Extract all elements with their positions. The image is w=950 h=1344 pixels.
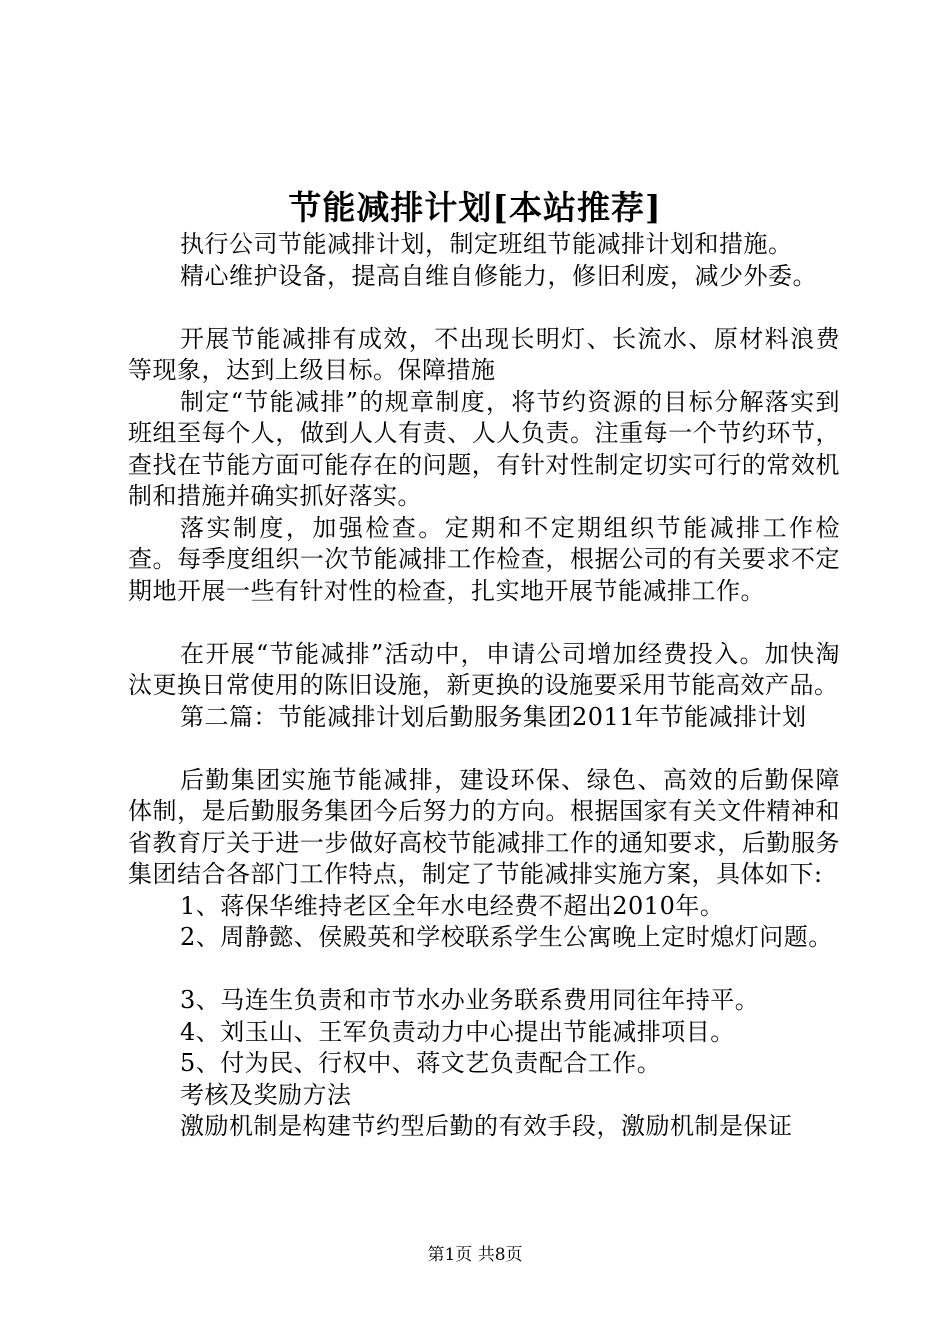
list-item: 4、刘玉山、王军负责动力中心提出节能减排项目。 [180,1017,735,1046]
page-footer: 第1页 共8页 [427,1245,523,1265]
list-item: 3、马连生负责和市节水办业务联系费用同往年持平。 [180,986,760,1014]
subheading: 考核及奖励方法 [180,1080,352,1109]
paragraph: 开展节能减排有成效，不出现长明灯、长流水、原材料浪费等现象，达到上级目标。保障措施 [128,324,840,384]
document-body [128,229,840,1143]
section-heading: 第二篇：节能减排计划后勤服务集团2011年节能减排计划 [180,702,807,731]
list-item: 5、付为民、行权中、蒋文艺负责配合工作。 [180,1049,662,1077]
list-item: 1、蒋保华维持老区全年水电经费不超出2010年。 [180,891,725,920]
document-title: 节能减排计划[本站推荐] [288,188,662,227]
paragraph: 后勤集团实施节能减排，建设环保、绿色、高效的后勤保障体制，是后勤服务集团今后努力的方向。根据国家有关文件精神和省教育厅关于进一步做好高校节能减排工作的通知要求，后勤服务集团结合各部门工作特点，制定了节能减排实施方案，具体如下: [128,765,840,888]
paragraph: 在开展“节能减排”活动中，申请公司增加经费投入。加快淘汰更换日常使用的陈旧设施，新更换的设施要采用节能高效产品。 [128,639,840,699]
paragraph: 制定“节能减排”的规章制度，将节约资源的目标分解落实到班组至每个人，做到人人有责、人人负责。注重每一个节约环节，查找在节能方面可能存在的问题，有针对性制定切实可行的常效机制和措施并确实抓好落实。 [128,387,840,510]
paragraph: 执行公司节能减排计划，制定班组节能减排计划和措施。 [180,230,793,258]
list-item: 2、周静懿、侯殿英和学校联系学生公寓晚上定时熄灯问题。 [180,923,833,951]
paragraph: 精心维护设备，提高自维自修能力，修旧利废，减少外委。 [180,261,817,290]
paragraph: 落实制度，加强检查。定期和不定期组织节能减排工作检查。每季度组织一次节能减排工作检查，根据公司的有关要求不定期地开展一些有针对性的检查，扎实地开展节能减排工作。 [128,513,840,605]
paragraph: 激励机制是构建节约型后勤的有效手段，激励机制是保证 [180,1112,793,1140]
